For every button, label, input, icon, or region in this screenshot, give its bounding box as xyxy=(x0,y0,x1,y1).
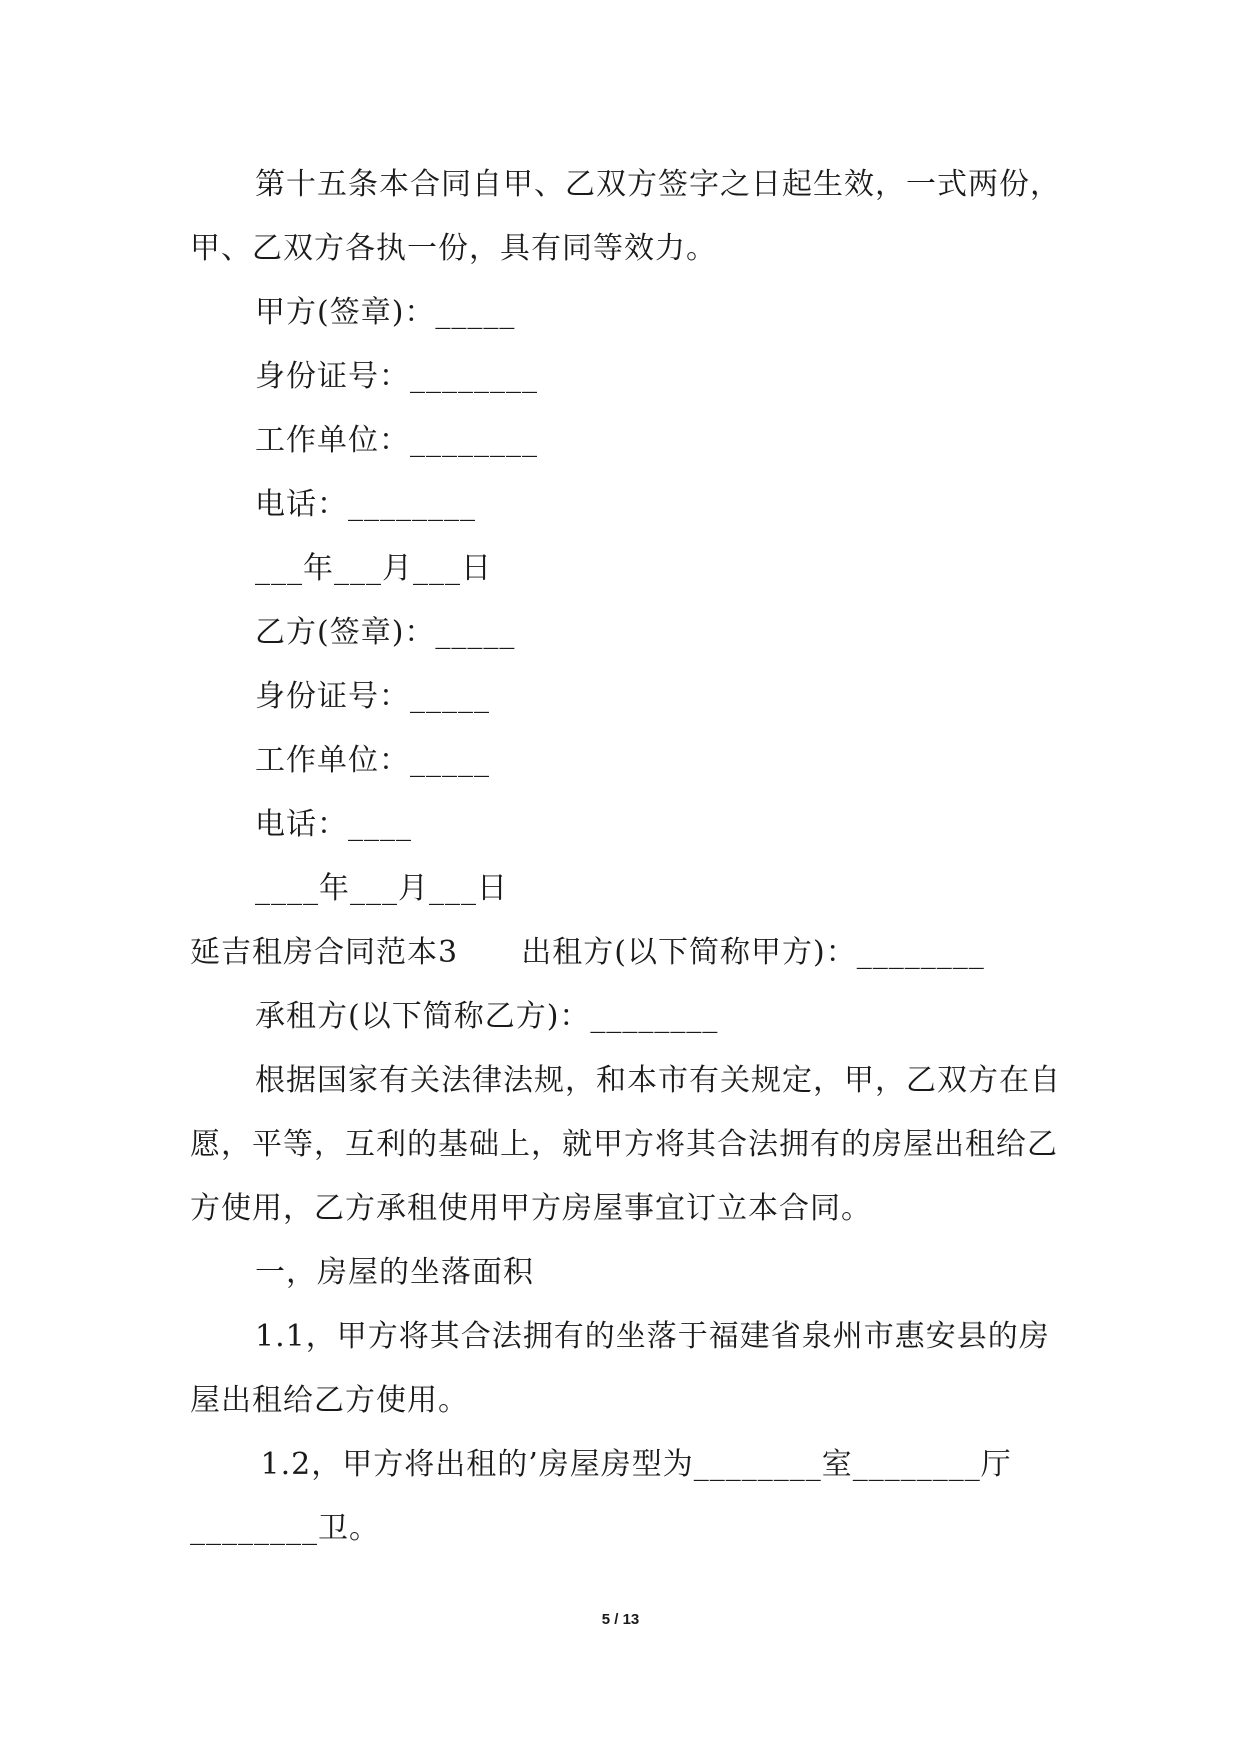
party-b-date: ____年___月___日 xyxy=(255,871,508,906)
clause-1-2-line-2: ________卫。 xyxy=(190,1511,380,1546)
lessee-line: 承租方(以下简称乙方)：________ xyxy=(255,999,719,1034)
clause-15-line-1: 第十五条本合同自甲、乙双方签字之日起生效，一式两份， xyxy=(255,167,1061,202)
party-b-signature: 乙方(签章)：_____ xyxy=(255,615,516,650)
section-1-heading: 一，房屋的坐落面积 xyxy=(255,1255,534,1290)
party-a-signature: 甲方(签章)：_____ xyxy=(255,295,516,330)
party-b-id-number: 身份证号：_____ xyxy=(255,679,490,714)
party-b-phone: 电话：____ xyxy=(255,807,412,842)
party-b-employer: 工作单位：_____ xyxy=(255,743,490,778)
clause-1-1-line-1: 1.1，甲方将其合法拥有的坐落于福建省泉州市惠安县的房 xyxy=(255,1319,1050,1354)
party-a-date: ___年___月___日 xyxy=(255,551,492,586)
party-a-id-number: 身份证号：________ xyxy=(255,359,538,394)
preamble-line-1: 根据国家有关法律法规，和本市有关规定，甲，乙双方在自 xyxy=(255,1063,1061,1098)
preamble-line-3: 方使用，乙方承租使用甲方房屋事宜订立本合同。 xyxy=(190,1191,872,1226)
page-number: 5 / 13 xyxy=(601,1611,640,1628)
clause-1-1-line-2: 屋出租给乙方使用。 xyxy=(190,1383,469,1418)
clause-1-2-line-1: 1.2，甲方将出租的’房屋房型为________室________厅 xyxy=(250,1447,1012,1482)
party-a-phone: 电话：________ xyxy=(255,487,476,522)
party-a-employer: 工作单位：________ xyxy=(255,423,538,458)
preamble-line-2: 愿，平等，互利的基础上，就甲方将其合法拥有的房屋出租给乙 xyxy=(190,1127,1058,1162)
contract-heading-lessor: 延吉租房合同范本3 出租方(以下简称甲方)：________ xyxy=(190,935,985,970)
clause-15-line-2: 甲、乙双方各执一份，具有同等效力。 xyxy=(190,231,717,266)
